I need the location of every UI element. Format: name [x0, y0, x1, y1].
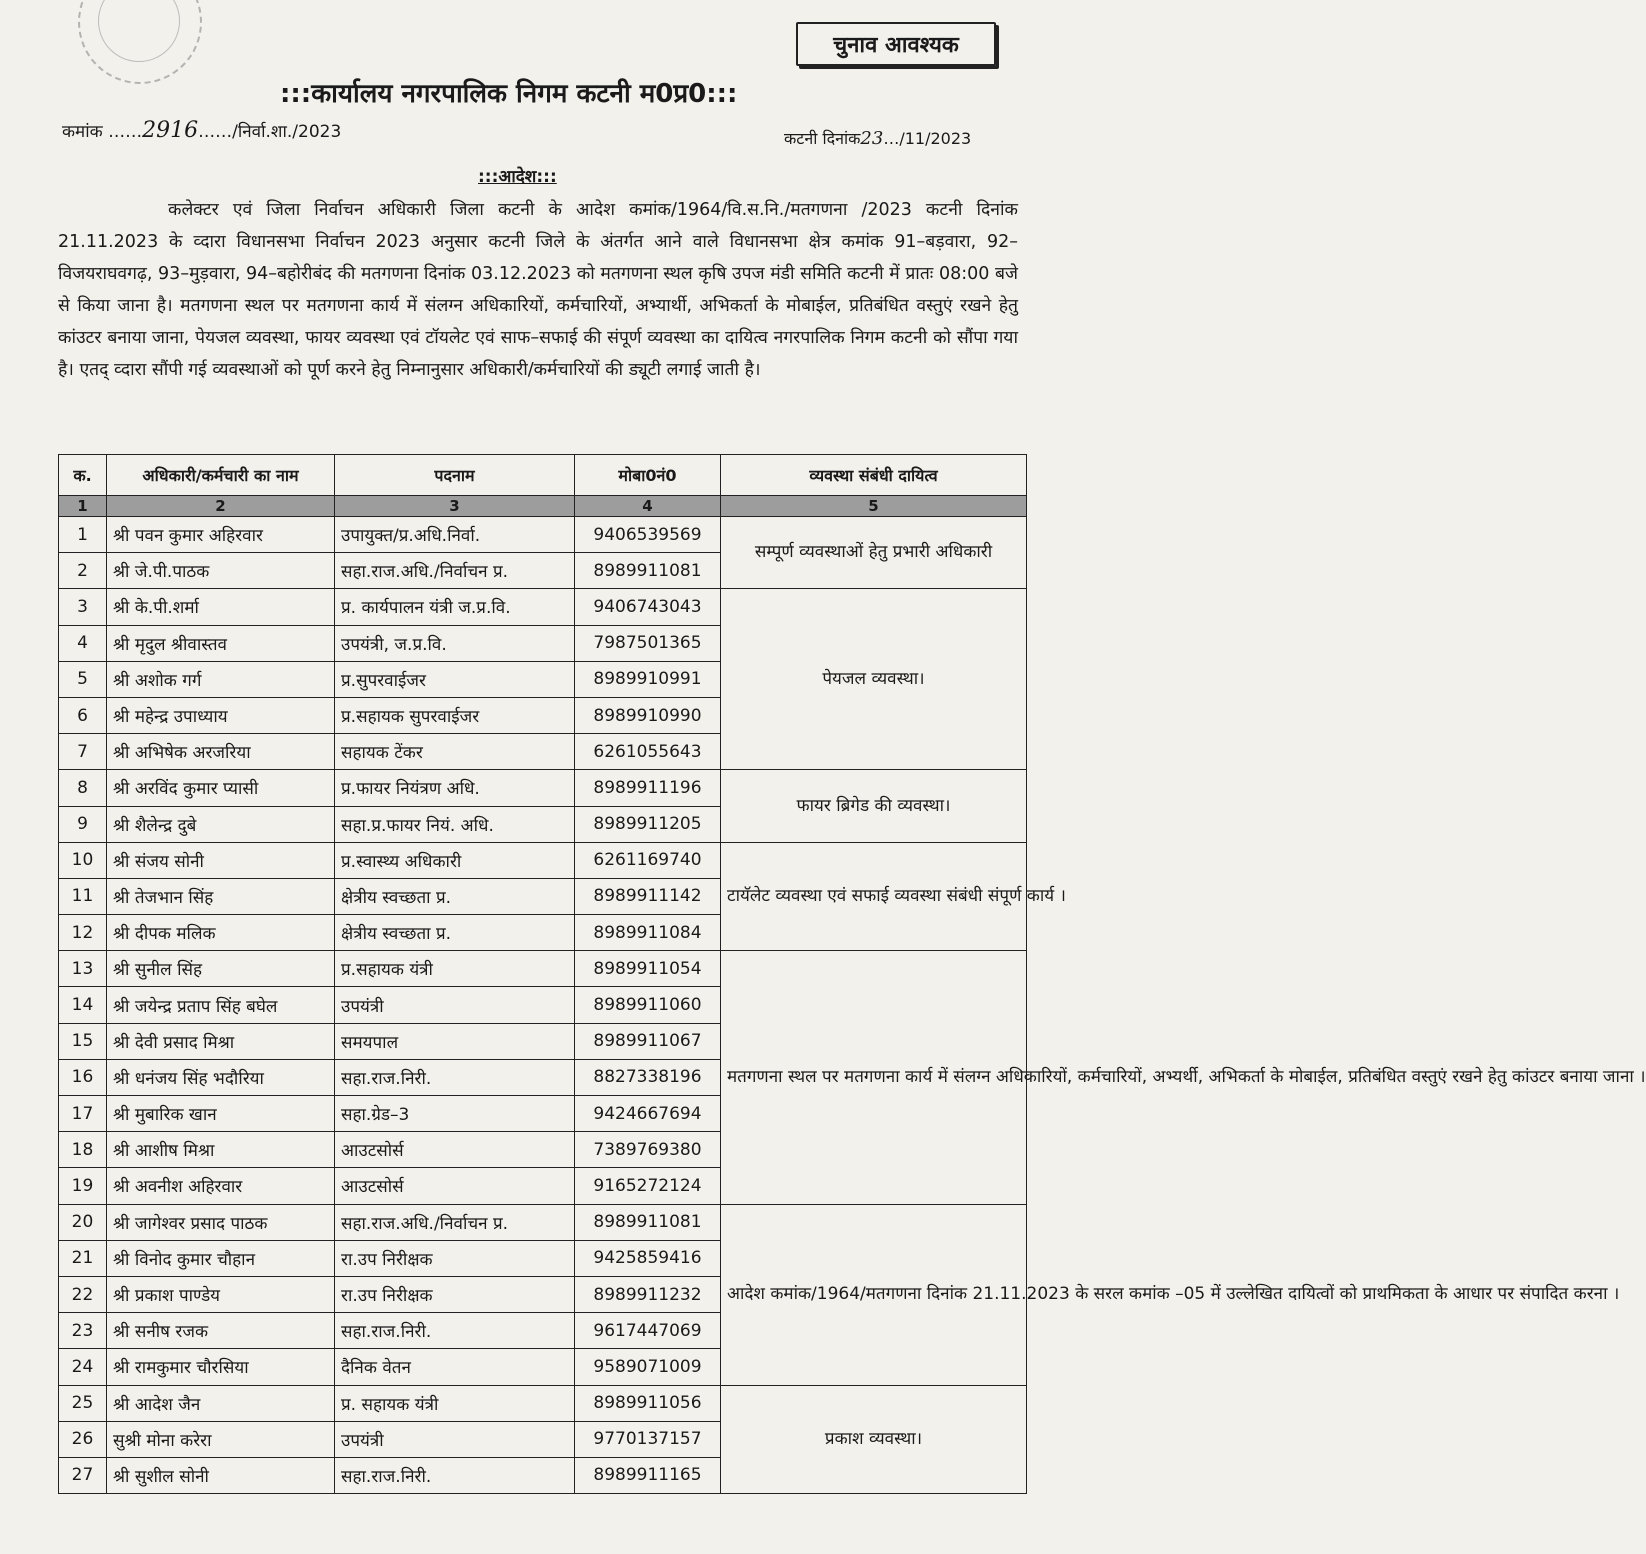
date-suffix: /11/2023	[899, 129, 972, 148]
name-cell: श्री जे.पी.पाठक	[107, 553, 335, 589]
designation-cell: सहा.राज.निरी.	[335, 1457, 575, 1493]
mobile-number-cell: 9424667694	[575, 1096, 721, 1132]
mobile-number-cell: 8989910991	[575, 661, 721, 697]
column-number: 3	[335, 496, 575, 517]
table-body	[59, 517, 1646, 1494]
designation-cell: सहायक टेंकर	[335, 734, 575, 770]
designation-cell: प्र.स्वास्थ्य अधिकारी	[335, 842, 575, 878]
designation-cell: प्र.सहायक यंत्री	[335, 951, 575, 987]
name-cell: श्री जागेश्वर प्रसाद पाठक	[107, 1204, 335, 1240]
serial-number-cell: 12	[59, 915, 107, 951]
mobile-number-cell: 7389769380	[575, 1132, 721, 1168]
name-cell: श्री संजय सोनी	[107, 842, 335, 878]
table-row	[59, 951, 1027, 987]
serial-number-cell: 11	[59, 878, 107, 914]
serial-number-cell: 10	[59, 842, 107, 878]
designation-cell: क्षेत्रीय स्वच्छता प्र.	[335, 915, 575, 951]
serial-number-cell: 7	[59, 734, 107, 770]
mobile-number-cell: 9589071009	[575, 1349, 721, 1385]
mobile-number-cell: 9425859416	[575, 1240, 721, 1276]
name-cell: श्री रामकुमार चौरसिया	[107, 1349, 335, 1385]
designation-cell: रा.उप निरीक्षक	[335, 1240, 575, 1276]
name-cell: श्री आशीष मिश्रा	[107, 1132, 335, 1168]
duty-table	[58, 454, 1646, 1494]
name-cell: श्री मुबारिक खान	[107, 1096, 335, 1132]
table-row	[59, 842, 1027, 878]
mobile-number-cell: 6261169740	[575, 842, 721, 878]
serial-number-cell: 1	[59, 517, 107, 553]
designation-cell: आउटसोर्स	[335, 1132, 575, 1168]
duty-responsibility-cell: पेयजल व्यवस्था।	[721, 589, 1027, 770]
mobile-number-cell: 8827338196	[575, 1059, 721, 1095]
designation-cell: प्र.फायर नियंत्रण अधि.	[335, 770, 575, 806]
designation-cell: प्र.सहायक सुपरवाईजर	[335, 697, 575, 733]
designation-cell: रा.उप निरीक्षक	[335, 1276, 575, 1312]
intro-paragraph: कलेक्टर एवं जिला निर्वाचन अधिकारी जिला कटनी के आदेश कमांक/1964/वि.स.नि./मतगणना /2023 कटनी दिनांक 21.11.2023 के व्दारा विधानसभा निर्वाचन 2023 अनुसार कटनी जिले के अंतर्गत आने वाले विधानसभा क्षेत्र कमांक 91–बड़वारा, 92–विजयराघवगढ़, 93–मुड़वारा, 94–बहोरीबंद की मतगणना दिनांक 03.12.2023 को मतगणना स्थल कृषि उपज मंडी समिति कटनी में प्रातः 08:00 बजे से किया जाना है। मतगणना स्थल पर मतगणना कार्य में संलग्न अधिकारियों, कर्मचारियों, अभ्यार्थी, अभिकर्ता के मोबाईल, प्रतिबंधित वस्तुएं रखने हेतु कांउटर बनाया जाना, पेयजल व्यवस्था, फायर व्यवस्था एवं टॉयलेट एवं साफ–सफाई की संपूर्ण व्यवस्था का दायित्व नगरपालिक निगम कटनी को सौंपा गया है। एतद् व्दारा सौंपी गई व्यवस्थाओं को पूर्ण करने हेतु निम्नानुसार अधिकारी/कर्मचारियों की ड्यूटी लगाई जाती है।	[58, 200, 1018, 380]
order-heading: :::आदेश:::	[478, 167, 557, 187]
serial-number-cell: 2	[59, 553, 107, 589]
name-cell: श्री दीपक मलिक	[107, 915, 335, 951]
duty-responsibility-cell: टायॅलेट व्यवस्था एवं सफाई व्यवस्था संबंधी संपूर्ण कार्य ।	[721, 842, 1027, 951]
serial-number-cell: 3	[59, 589, 107, 625]
duty-responsibility-cell: प्रकाश व्यवस्था।	[721, 1385, 1027, 1494]
name-cell: श्री मृदुल श्रीवास्तव	[107, 625, 335, 661]
serial-number-cell: 24	[59, 1349, 107, 1385]
duty-responsibility-cell: सम्पूर्ण व्यवस्थाओं हेतु प्रभारी अधिकारी	[721, 517, 1027, 589]
table-row	[59, 517, 1027, 553]
name-cell: श्री महेन्द्र उपाध्याय	[107, 697, 335, 733]
table-row	[59, 1385, 1027, 1421]
mobile-number-cell: 9617447069	[575, 1313, 721, 1349]
column-number: 4	[575, 496, 721, 517]
mobile-number-cell: 8989911081	[575, 1204, 721, 1240]
designation-cell: सहा.ग्रेड–3	[335, 1096, 575, 1132]
table-row	[59, 770, 1027, 806]
designation-cell: प्र.सुपरवाईजर	[335, 661, 575, 697]
name-cell: श्री सनीष रजक	[107, 1313, 335, 1349]
header-mobile: मोबा0नं0	[575, 455, 721, 496]
serial-number-cell: 14	[59, 987, 107, 1023]
serial-number-cell: 23	[59, 1313, 107, 1349]
table-row	[59, 1204, 1027, 1240]
mobile-number-cell: 8989911196	[575, 770, 721, 806]
serial-number-cell: 21	[59, 1240, 107, 1276]
mobile-number-cell: 8989911205	[575, 806, 721, 842]
name-cell: श्री तेजभान सिंह	[107, 878, 335, 914]
mobile-number-cell: 9770137157	[575, 1421, 721, 1457]
mobile-number-cell: 8989911067	[575, 1023, 721, 1059]
designation-cell: उपायुक्त/प्र.अधि.निर्वा.	[335, 517, 575, 553]
name-cell: श्री के.पी.शर्मा	[107, 589, 335, 625]
order-body-text	[58, 194, 1018, 386]
name-cell: श्री विनोद कुमार चौहान	[107, 1240, 335, 1276]
header-serial: क.	[59, 455, 107, 496]
designation-cell: क्षेत्रीय स्वच्छता प्र.	[335, 878, 575, 914]
mobile-number-cell: 7987501365	[575, 625, 721, 661]
reference-number: कमांक ……2916……/निर्वा.शा./2023	[62, 118, 342, 143]
designation-cell: सहा.राज.अधि./निर्वाचन प्र.	[335, 553, 575, 589]
mobile-number-cell: 8989911081	[575, 553, 721, 589]
designation-cell: उपयंत्री	[335, 987, 575, 1023]
column-number: 1	[59, 496, 107, 517]
name-cell: श्री देवी प्रसाद मिश्रा	[107, 1023, 335, 1059]
name-cell: श्री प्रकाश पाण्डेय	[107, 1276, 335, 1312]
designation-cell: सहा.राज.निरी.	[335, 1313, 575, 1349]
table-column-number-row	[59, 496, 1027, 517]
designation-cell: प्र. कार्यपालन यंत्री ज.प्र.वि.	[335, 589, 575, 625]
serial-number-cell: 16	[59, 1059, 107, 1095]
mobile-number-cell: 8989911056	[575, 1385, 721, 1421]
mobile-number-cell: 8989911060	[575, 987, 721, 1023]
name-cell: श्री शैलेन्द्र दुबे	[107, 806, 335, 842]
reference-date: कटनी दिनांक23…/11/2023	[784, 128, 972, 149]
table-row	[59, 589, 1027, 625]
header-designation: पदनाम	[335, 455, 575, 496]
mobile-number-cell: 8989910990	[575, 697, 721, 733]
designation-cell: उपयंत्री	[335, 1421, 575, 1457]
serial-number-cell: 26	[59, 1421, 107, 1457]
name-cell: सुश्री मोना करेरा	[107, 1421, 335, 1457]
designation-cell: सहा.प्र.फायर नियं. अधि.	[335, 806, 575, 842]
name-cell: श्री अभिषेक अरजरिया	[107, 734, 335, 770]
office-title: :::कार्यालय नगरपालिक निगम कटनी म0प्र0:::	[280, 79, 738, 109]
name-cell: श्री धनंजय सिंह भदौरिया	[107, 1059, 335, 1095]
serial-number-cell: 17	[59, 1096, 107, 1132]
name-cell: श्री अशोक गर्ग	[107, 661, 335, 697]
name-cell: श्री पवन कुमार अहिरवार	[107, 517, 335, 553]
serial-number-cell: 6	[59, 697, 107, 733]
office-seal-stamp	[78, 0, 202, 84]
election-urgent-stamp: चुनाव आवश्यक	[796, 22, 996, 66]
mobile-number-cell: 8989911084	[575, 915, 721, 951]
mobile-number-cell: 8989911232	[575, 1276, 721, 1312]
header-duty: व्यवस्था संबंधी दायित्व	[721, 455, 1027, 496]
name-cell: श्री आदेश जैन	[107, 1385, 335, 1421]
serial-number-cell: 27	[59, 1457, 107, 1493]
mobile-number-cell: 9406539569	[575, 517, 721, 553]
mobile-number-cell: 9165272124	[575, 1168, 721, 1204]
name-cell: श्री अवनीश अहिरवार	[107, 1168, 335, 1204]
reference-handwritten-number: 2916	[142, 118, 199, 143]
serial-number-cell: 25	[59, 1385, 107, 1421]
serial-number-cell: 22	[59, 1276, 107, 1312]
duty-responsibility-cell: फायर ब्रिगेड की व्यवस्था।	[721, 770, 1027, 842]
designation-cell: सहा.राज.अधि./निर्वाचन प्र.	[335, 1204, 575, 1240]
mobile-number-cell: 8989911054	[575, 951, 721, 987]
date-handwritten-day: 23	[860, 128, 884, 149]
serial-number-cell: 5	[59, 661, 107, 697]
serial-number-cell: 8	[59, 770, 107, 806]
table-header-row	[59, 455, 1027, 496]
duty-responsibility-cell: आदेश कमांक/1964/मतगणना दिनांक 21.11.2023 के सरल कमांक –05 में उल्लेखित दायित्वों को प्राथमिकता के आधार पर संपादित करना ।	[721, 1204, 1027, 1385]
reference-suffix: /निर्वा.शा./2023	[232, 122, 342, 142]
duty-responsibility-cell: मतगणना स्थल पर मतगणना कार्य में संलग्न अधिकारियों, कर्मचारियों, अभ्यर्थी, अभिकर्ता के मोबाईल, प्रतिबंधित वस्तुएं रखने हेतु कांउटर बनाया जाना ।	[721, 951, 1027, 1204]
serial-number-cell: 9	[59, 806, 107, 842]
name-cell: श्री सुशील सोनी	[107, 1457, 335, 1493]
name-cell: श्री सुनील सिंह	[107, 951, 335, 987]
mobile-number-cell: 9406743043	[575, 589, 721, 625]
serial-number-cell: 20	[59, 1204, 107, 1240]
serial-number-cell: 4	[59, 625, 107, 661]
date-prefix: कटनी दिनांक	[784, 129, 861, 148]
designation-cell: दैनिक वेतन	[335, 1349, 575, 1385]
name-cell: श्री अरविंद कुमार प्यासी	[107, 770, 335, 806]
designation-cell: आउटसोर्स	[335, 1168, 575, 1204]
mobile-number-cell: 8989911142	[575, 878, 721, 914]
designation-cell: सहा.राज.निरी.	[335, 1059, 575, 1095]
column-number: 2	[107, 496, 335, 517]
header-name: अधिकारी/कर्मचारी का नाम	[107, 455, 335, 496]
designation-cell: प्र. सहायक यंत्री	[335, 1385, 575, 1421]
serial-number-cell: 18	[59, 1132, 107, 1168]
serial-number-cell: 15	[59, 1023, 107, 1059]
designation-cell: उपयंत्री, ज.प्र.वि.	[335, 625, 575, 661]
mobile-number-cell: 6261055643	[575, 734, 721, 770]
reference-prefix: कमांक	[62, 122, 103, 142]
serial-number-cell: 13	[59, 951, 107, 987]
column-number: 5	[721, 496, 1027, 517]
designation-cell: समयपाल	[335, 1023, 575, 1059]
mobile-number-cell: 8989911165	[575, 1457, 721, 1493]
serial-number-cell: 19	[59, 1168, 107, 1204]
name-cell: श्री जयेन्द्र प्रताप सिंह बघेल	[107, 987, 335, 1023]
